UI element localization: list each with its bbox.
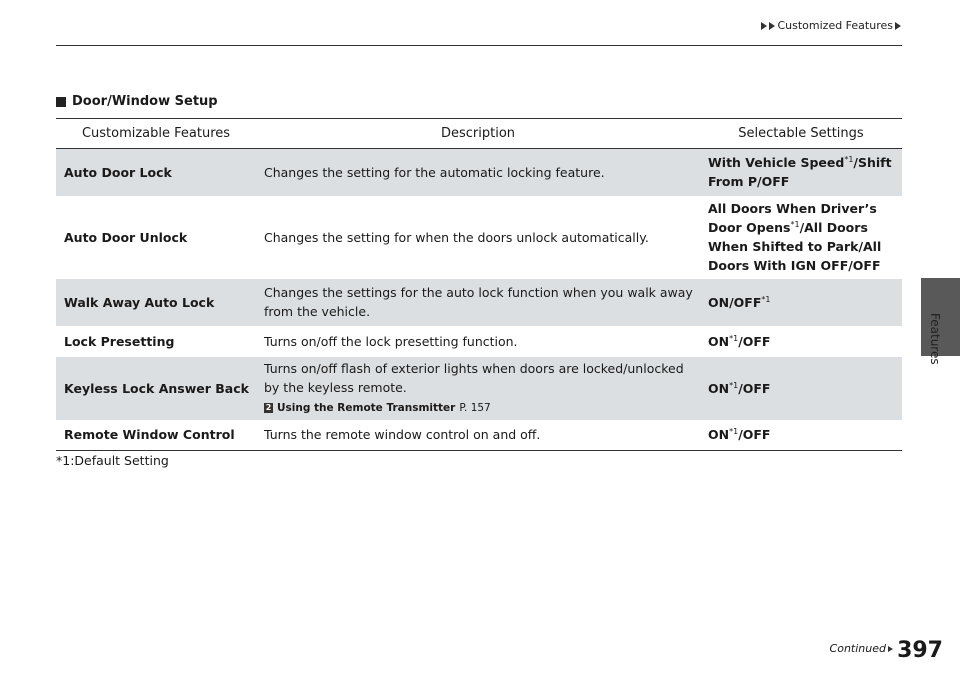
feature-description: Turns the remote window control on and off.: [256, 420, 700, 451]
square-bullet-icon: [56, 97, 66, 107]
selectable-settings: [700, 196, 902, 279]
section-title: [56, 94, 218, 109]
continued-label: Continued: [829, 642, 886, 655]
footnote-ref: *1: [761, 294, 771, 304]
header-rule: [56, 45, 902, 46]
continued-indicator: [830, 642, 893, 655]
feature-description: Changes the settings for the auto lock function when you walk away from the vehicle.: [256, 279, 700, 326]
setting-text: /OFF: [738, 427, 771, 443]
section-tab-label: Features: [928, 313, 942, 365]
arrow-icon: [769, 22, 775, 30]
setting-text: ON/OFF: [708, 294, 762, 310]
table-row: [56, 279, 902, 326]
reference-page: P. 157: [459, 401, 491, 414]
footnote-ref: *1: [729, 333, 739, 343]
table-row: [56, 420, 902, 451]
setting-text: /Shift From P/OFF: [708, 155, 892, 190]
arrow-icon: [888, 646, 893, 652]
column-header: Customizable Features: [56, 119, 256, 149]
feature-name: Auto Door Lock: [56, 149, 256, 196]
footnote-ref: *1: [729, 427, 739, 437]
selectable-settings: [700, 149, 902, 196]
page-number: 397: [897, 638, 943, 663]
feature-description: Turns on/off the lock presetting function.: [264, 333, 518, 349]
footnote-ref: *1: [729, 380, 739, 390]
description-text: Turns on/off flash of exterior lights when doors are locked/unlocked by the keyless remote.: [264, 360, 684, 395]
table-header-row: [56, 119, 902, 149]
arrow-icon: [761, 22, 767, 30]
section-title-text: Door/Window Setup: [72, 94, 218, 109]
feature-name: Walk Away Auto Lock: [56, 279, 256, 326]
column-header: Selectable Settings: [700, 119, 902, 149]
reference-title: Using the Remote Transmitter: [277, 401, 456, 414]
settings-table: [56, 118, 902, 451]
table-row: [56, 326, 902, 357]
setting-text: ON: [708, 380, 730, 396]
feature-name: Keyless Lock Answer Back: [56, 357, 256, 420]
column-header: Description: [256, 119, 700, 149]
reference-arrow-icon: 2: [265, 403, 272, 412]
table-row: [56, 149, 902, 196]
footnote: *1:Default Setting: [56, 453, 169, 468]
feature-description: Changes the setting for when the doors unlock automatically.: [264, 229, 649, 245]
selectable-settings: [700, 279, 902, 326]
table-row: [56, 357, 902, 420]
footnote-ref: *1: [790, 220, 800, 229]
setting-text: ON: [708, 333, 730, 349]
selectable-settings: [700, 420, 902, 451]
footnote-ref: *1: [844, 155, 854, 165]
feature-description: [256, 357, 700, 420]
setting-text: /OFF: [738, 380, 771, 396]
feature-name: Remote Window Control: [56, 420, 256, 451]
selectable-settings: [700, 326, 902, 357]
setting-text: /OFF: [738, 333, 771, 349]
feature-description: Changes the setting for the automatic locking feature.: [256, 149, 700, 196]
selectable-settings: [700, 357, 902, 420]
cross-reference-link[interactable]: [264, 399, 700, 418]
arrow-icon: [895, 22, 901, 30]
setting-text: All Doors When Driver’s Door Opens: [708, 201, 877, 235]
setting-text: With Vehicle Speed: [708, 155, 845, 171]
feature-name: Auto Door Unlock: [64, 229, 188, 245]
breadcrumb: [761, 19, 901, 32]
setting-text: /All Doors When Shifted to Park/All Doors With IGN OFF/OFF: [708, 220, 882, 273]
table-row: [56, 196, 902, 279]
feature-name: Lock Presetting: [64, 333, 175, 349]
breadcrumb-label: Customized Features: [777, 19, 893, 32]
setting-text: ON: [708, 427, 730, 443]
